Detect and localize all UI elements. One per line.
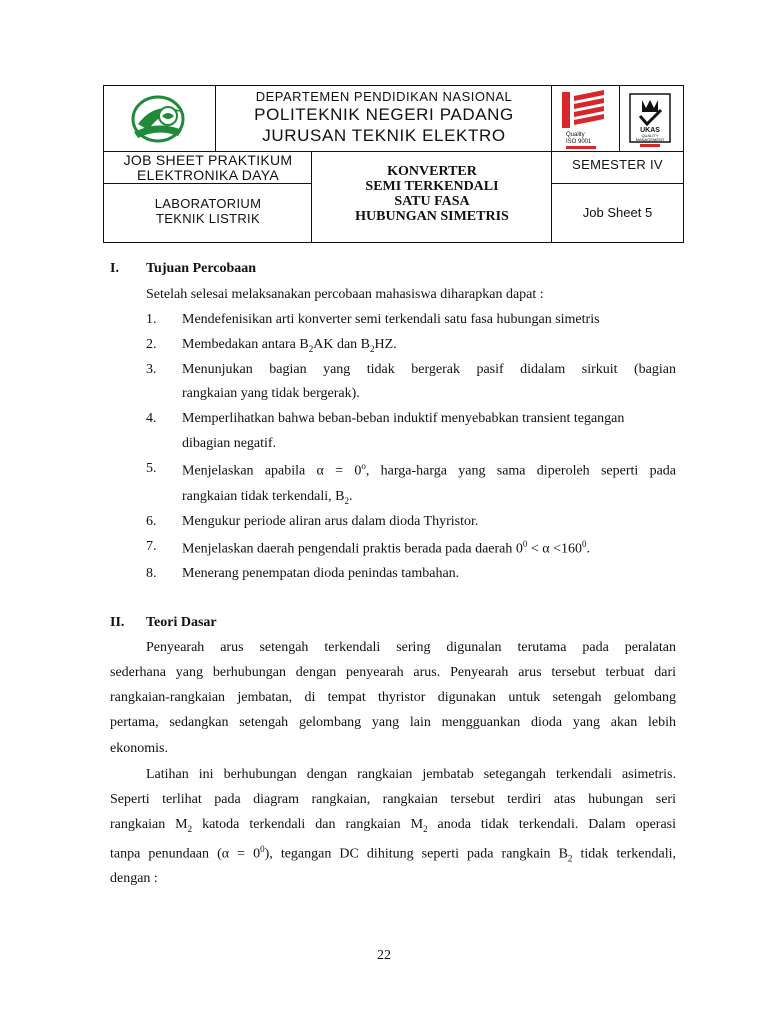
page-number: 22 bbox=[377, 948, 391, 963]
ukas-certification-logo bbox=[620, 86, 683, 152]
cert2-text3: MANAGEMENT bbox=[635, 137, 665, 142]
list-item-number: 6. bbox=[146, 514, 157, 529]
title-line4: HUBUNGAN SIMETRIS bbox=[355, 209, 509, 224]
title-line3: SATU FASA bbox=[394, 194, 470, 209]
jobsheet-line2: ELEKTRONIKA DAYA bbox=[137, 167, 279, 183]
header-table bbox=[103, 85, 684, 243]
title-line1: KONVERTER bbox=[387, 164, 477, 179]
polytechnic-logo bbox=[104, 86, 216, 152]
lab-line1: LABORATORIUM bbox=[154, 196, 262, 211]
list-item-text-cont: dibagian negatif. bbox=[182, 436, 277, 451]
list-item-text: Menjelaskan daerah pengendali praktis berada pada daerah $0^0 < \alpha <160^0$. bbox=[182, 539, 591, 557]
section1-heading: Tujuan Percobaan bbox=[146, 261, 257, 276]
list-item-number: 7. bbox=[146, 539, 157, 554]
paragraph-line: dengan : bbox=[110, 871, 158, 886]
section1-number: I. bbox=[110, 261, 119, 276]
jobsheet-line1: JOB SHEET PRAKTIKUM bbox=[123, 152, 293, 168]
paragraph-line: Penyearah arus setengah terkendali sering digunalan terutama pada peralatan bbox=[146, 640, 676, 655]
list-item-number: 1. bbox=[146, 312, 157, 327]
jobsheet-cell bbox=[104, 152, 312, 184]
list-item-text: Mengukur periode aliran arus dalam dioda Thyristor. bbox=[182, 514, 479, 529]
paragraph-line: sederhana yang berhubungan dengan penyearah arus. Penyearah arus tersebut terbuat dari bbox=[110, 665, 676, 680]
list-item-number: 2. bbox=[146, 337, 157, 352]
list-item-number: 8. bbox=[146, 566, 157, 581]
list-item-text: Memperlihatkan bahwa beban-beban induktif menyebabkan transient tegangan bbox=[182, 411, 625, 426]
paragraph-line: ekonomis. bbox=[110, 741, 168, 756]
department-name: JURUSAN TEKNIK ELEKTRO bbox=[262, 126, 506, 145]
cert2-text2: QUALITY bbox=[641, 133, 659, 138]
list-item-text-cont: rangkaian yang tidak bergerak). bbox=[182, 386, 360, 401]
paragraph-line: Latihan ini berhubungan dengan rangkaian jembatab setegangah terkendali asimetris. bbox=[146, 767, 676, 782]
paragraph-line: pertama, sedangkan setengah gelombang yang lain mengguankan dioda yang akan lebih bbox=[110, 715, 676, 730]
list-item-text: Menjelaskan apabila $\alpha = 0^o$, harga-harga yang sama diperoleh seperti pada bbox=[182, 461, 676, 479]
title-line2: SEMI TERKENDALI bbox=[365, 179, 499, 194]
department-header bbox=[216, 86, 552, 152]
list-item-text: Mendefenisikan arti konverter semi terkendali satu fasa hubungan simetris bbox=[182, 312, 600, 327]
list-item-number: 3. bbox=[146, 362, 157, 377]
dept-line: DEPARTEMEN PENDIDIKAN NASIONAL bbox=[255, 89, 513, 104]
list-item-number: 5. bbox=[146, 461, 157, 476]
cert1-text1: Quality bbox=[566, 132, 585, 138]
jobsheet-title bbox=[312, 152, 552, 242]
laboratory-cell bbox=[104, 184, 312, 242]
paragraph-line: Seperti terlihat pada diagram rangkaian, rangkaian tersebut terdiri atas hubungan seri bbox=[110, 792, 676, 807]
list-item-number: 4. bbox=[146, 411, 157, 426]
list-item-text: Menunjukan bagian yang tidak bergerak pasif didalam sirkuit (bagian bbox=[182, 362, 676, 377]
iso-certification-logo bbox=[552, 86, 620, 152]
section1-intro: Setelah selesai melaksanakan percobaan mahasiswa diharapkan dapat : bbox=[146, 287, 544, 302]
section2-heading: Teori Dasar bbox=[146, 615, 217, 630]
section2-number: II. bbox=[110, 615, 125, 630]
paragraph-line: rangkaian $M_2$ katoda terkendali dan rangkaian $M_2$ anoda tidak terkendali. Dalam operasi bbox=[110, 817, 676, 834]
lab-line2: TEKNIK LISTRIK bbox=[156, 211, 260, 226]
list-item-text: Menerang penempatan dioda penindas tambahan. bbox=[182, 566, 460, 581]
institution-name: POLITEKNIK NEGERI PADANG bbox=[254, 105, 514, 124]
list-item-text: Membedakan antara $B_2AK$ dan $B_2HZ$. bbox=[182, 337, 397, 354]
job-sheet-number: Job Sheet 5 bbox=[582, 205, 653, 220]
paragraph-line: rangkaian-rangkaian jembatan, di tempat thyristor digunakan untuk setengah gelombang bbox=[110, 690, 676, 705]
cert2-text1: UKAS bbox=[640, 127, 660, 134]
paragraph-line: tanpa penundaan $(\alpha = 0^0)$, tegangan DC dihitung seperti pada rangkain $B_2$ tidak terkendali, bbox=[110, 844, 677, 864]
cert1-text2: ISO 9001 bbox=[566, 139, 592, 145]
list-item-text-cont: rangkaian tidak terkendali, $B_2$. bbox=[182, 489, 353, 506]
semester-label: SEMESTER IV bbox=[572, 157, 663, 172]
